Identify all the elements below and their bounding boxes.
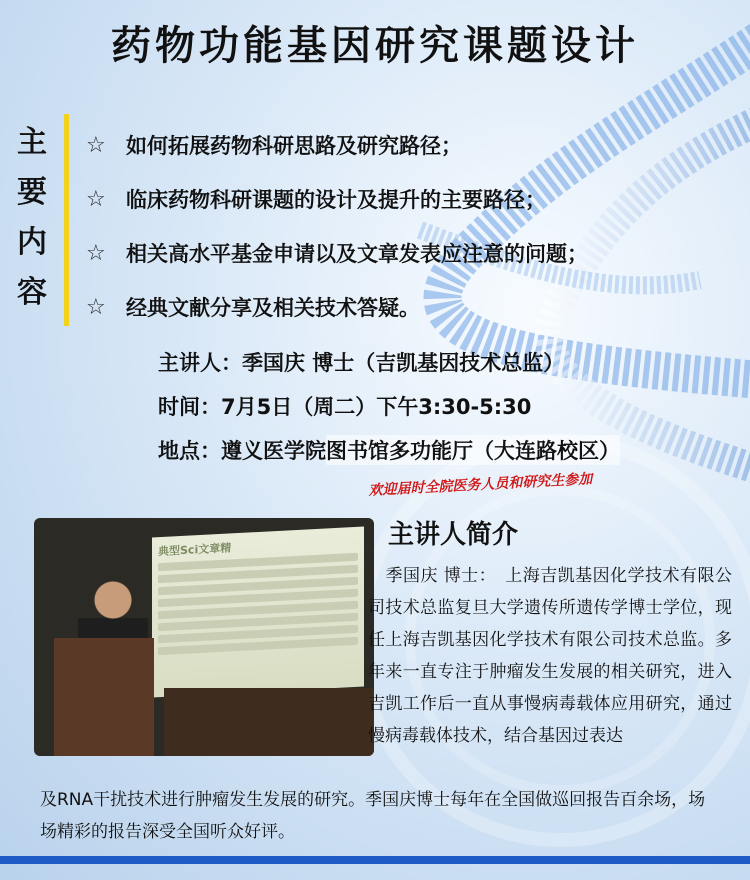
list-item — [86, 280, 726, 334]
side-label-char: 内 — [17, 225, 47, 260]
side-label-char: 主 — [17, 125, 47, 160]
side-label-char: 要 — [17, 175, 47, 210]
time-line: 时间：7月5日（周二）下午3:30-5:30 — [158, 395, 532, 419]
star-icon: ☆ — [86, 294, 106, 320]
bio-heading: 主讲人简介 — [388, 520, 519, 550]
bio-body: 季国庆 博士： 上海吉凯基因化学技术有限公司技术总监复旦大学遗传所遗传学博士学位，现任上海吉凯基因化学技术有限公司技术总监。多年来一直专注于肿瘤发生发展的相关研究，进入吉凯工作后一直从事慢病毒载体应用研究，通过慢病毒载体技术，结合基因过表达 — [368, 566, 732, 746]
main-content-label — [14, 118, 50, 318]
place-prefix: 地点：遵义医学院 — [158, 439, 326, 463]
screen-title: 典型Sci文章精 — [158, 541, 232, 559]
star-icon: ☆ — [86, 132, 106, 158]
place-highlight: 图书馆多功能厅（大连路校区） — [326, 435, 620, 465]
list-item-text: 经典文献分享及相关技术答疑。 — [126, 296, 420, 320]
list-item — [86, 172, 726, 226]
page-title: 药物功能基因研究课题设计 — [111, 23, 639, 69]
star-icon: ☆ — [86, 186, 106, 212]
star-icon: ☆ — [86, 240, 106, 266]
side-label-char: 容 — [17, 275, 47, 310]
list-item — [86, 118, 726, 172]
list-item — [86, 226, 726, 280]
desk — [164, 688, 374, 756]
speaker-photo — [34, 518, 374, 756]
bio-tail: 及RNA干扰技术进行肿瘤发生发展的研究。季国庆博士每年在全国做巡回报告百余场，场场精彩的报告深受全国听众好评。 — [40, 790, 706, 842]
projection-screen — [152, 526, 364, 697]
bottom-bar — [0, 856, 750, 864]
event-info — [158, 340, 738, 472]
welcome-note: 欢迎届时全院医务人员和研究生参加 — [368, 471, 593, 499]
list-item-text: 临床药物科研课题的设计及提升的主要路径； — [126, 188, 546, 212]
accent-divider — [64, 114, 69, 326]
list-item-text: 如何拓展药物科研思路及研究路径； — [126, 134, 462, 158]
podium — [54, 638, 154, 756]
content-list — [86, 118, 726, 334]
list-item-text: 相关高水平基金申请以及文章发表应注意的问题； — [126, 242, 588, 266]
speaker-line: 主讲人：季国庆 博士（吉凯基因技术总监） — [158, 351, 565, 375]
